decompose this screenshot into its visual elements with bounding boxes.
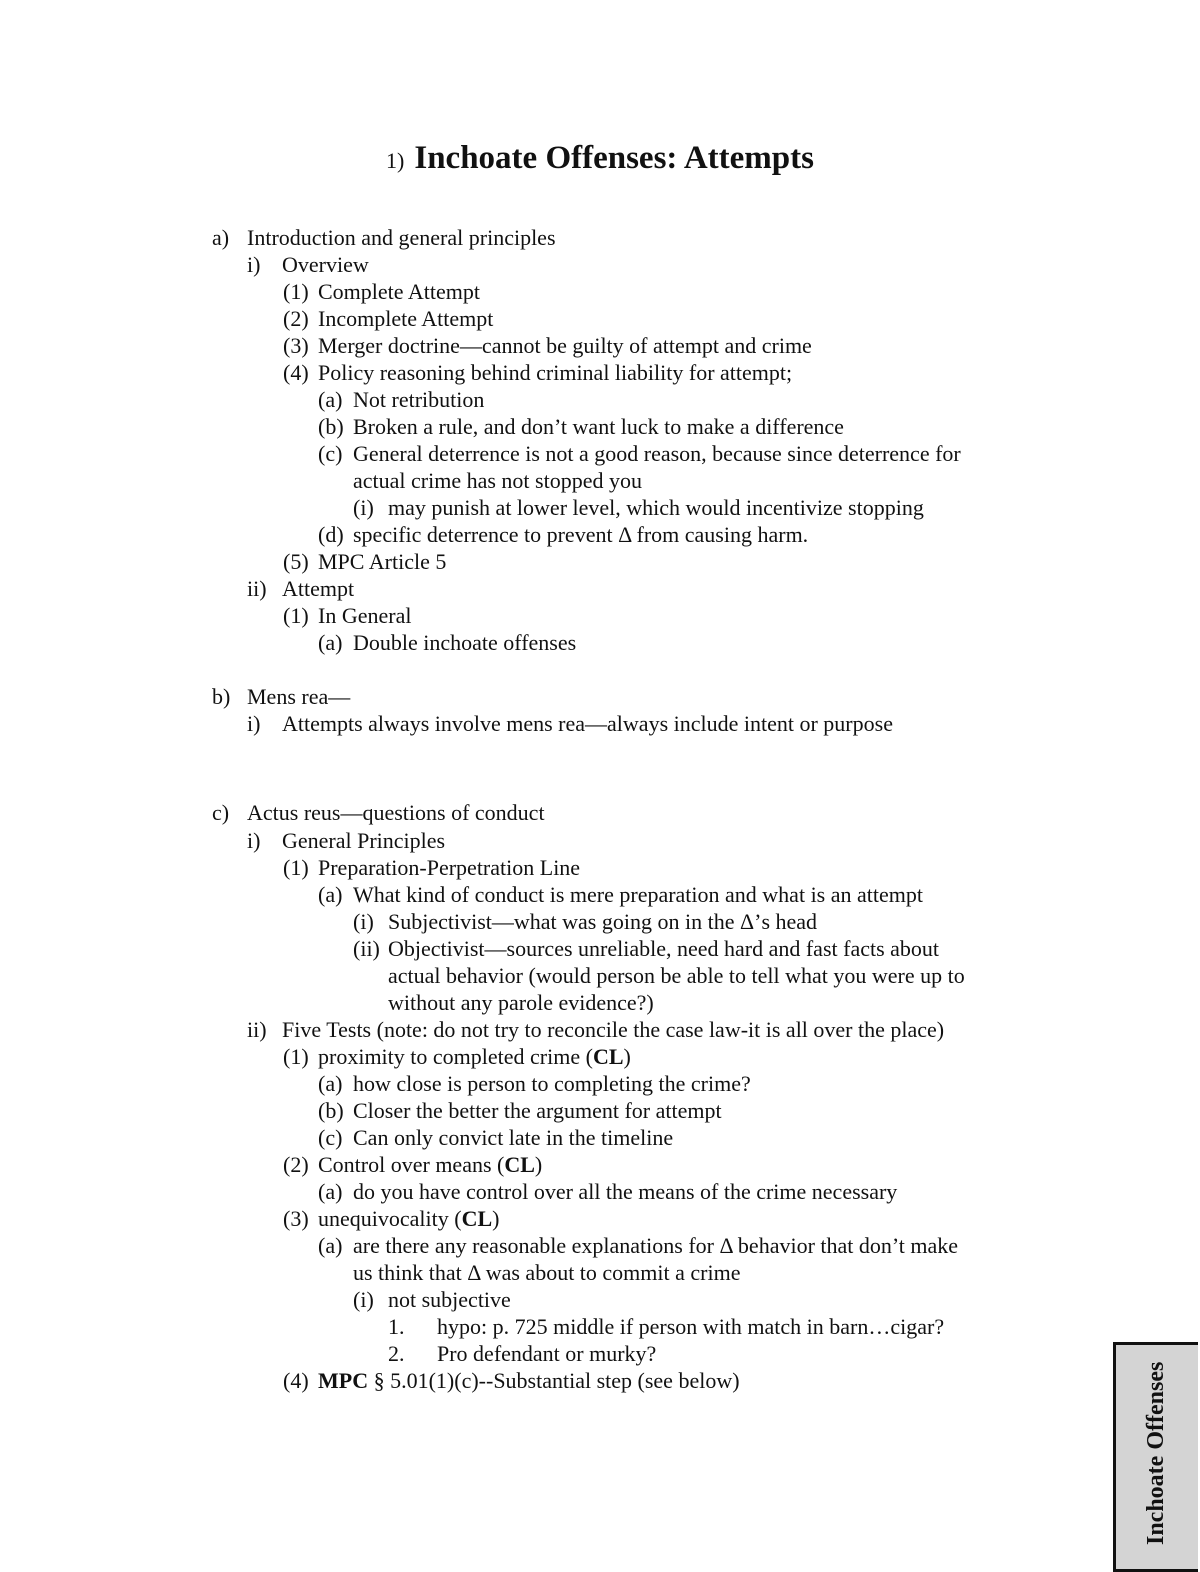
outline-item-label: (c) (318, 441, 343, 466)
outline-item-label: (a) (318, 387, 343, 412)
outline-item-label: (3) (283, 333, 309, 358)
outline-item-label: (4) (283, 1368, 309, 1393)
outline-item-text-bold: CL (461, 1206, 493, 1231)
page-title (0, 140, 1200, 177)
outline-item-label: (i) (353, 909, 374, 934)
outline-item-label: (a) (318, 630, 343, 655)
outline-item-label: (b) (318, 1098, 344, 1123)
outline-item-label: (a) (318, 1179, 343, 1204)
outline-item-label: (1) (283, 855, 309, 880)
outline-item-label: (5) (283, 549, 309, 574)
outline-item-text: actual crime has not stopped you (353, 468, 642, 493)
outline-item-text-bold: MPC (318, 1368, 369, 1393)
side-tab (1113, 1342, 1198, 1572)
outline-item-text: Complete Attempt (318, 279, 480, 304)
outline-item-text: Closer the better the argument for attempt (353, 1098, 722, 1123)
outline-item-label: (3) (283, 1206, 309, 1231)
outline-item-text-bold: CL (504, 1152, 535, 1177)
outline-item-text: are there any reasonable explanations for Δ behavior that don’t make (353, 1233, 959, 1258)
outline-item-text-post: ) (492, 1206, 500, 1231)
outline-item-text-post: ) (623, 1044, 631, 1069)
outline-item-text: In General (318, 603, 412, 628)
outline-item-text: Subjectivist—what was going on in the Δ’s head (388, 909, 818, 934)
outline-item-text: Objectivist—sources unreliable, need hard and fast facts about (388, 936, 940, 961)
outline-item-text: hypo: p. 725 middle if person with match in barn…cigar? (437, 1314, 945, 1339)
outline-item-text: actual behavior (would person be able to tell what you were up to (388, 963, 965, 988)
outline-item-text: Introduction and general principles (247, 225, 556, 250)
outline-item-label: (d) (318, 522, 344, 547)
outline-item-label: (1) (283, 603, 309, 628)
outline-item-text: Attempts always involve mens rea—always include intent or purpose (282, 711, 893, 736)
outline-item-text: Double inchoate offenses (353, 630, 577, 655)
outline-item-text: Can only convict late in the timeline (353, 1125, 674, 1150)
outline-item-label: (a) (318, 882, 343, 907)
outline-item-text-bold: CL (592, 1044, 624, 1069)
outline-item-text: Pro defendant or murky? (437, 1341, 657, 1366)
outline-item-label: (1) (283, 279, 309, 304)
outline-item-text: Preparation-Perpetration Line (318, 855, 581, 880)
outline-item-label: i) (247, 828, 261, 853)
outline-item-text: without any parole evidence?) (388, 990, 654, 1015)
outline-item-text: us think that Δ was about to commit a crime (353, 1260, 741, 1285)
outline-item-label: i) (247, 711, 261, 736)
outline-item-text: do you have control over all the means of the crime necessary (353, 1179, 898, 1204)
outline-item-text: Broken a rule, and don’t want luck to make a difference (353, 414, 844, 439)
outline-item-label: 2. (388, 1341, 405, 1366)
outline-item-text-pre: unequivocality ( (318, 1206, 462, 1231)
outline-item-text: Policy reasoning behind criminal liability for attempt; (318, 360, 793, 385)
outline-item-label: (1) (283, 1044, 309, 1069)
outline-item-text: Not retribution (353, 387, 485, 412)
outline-item-text: how close is person to completing the crime? (353, 1071, 751, 1096)
outline-item-text-post: § 5.01(1)(c)--Substantial step (see below) (368, 1368, 740, 1393)
outline-item-text: Mens rea— (247, 684, 351, 709)
outline-item-text-post: ) (534, 1152, 543, 1177)
outline-item-text-pre: proximity to completed crime ( (318, 1044, 593, 1069)
outline-item-label: 1. (388, 1314, 405, 1339)
outline-item-label: (4) (283, 360, 309, 385)
outline-item-label: (2) (283, 306, 309, 331)
outline-item-label: a) (212, 225, 230, 250)
outline-item-text: Merger doctrine—cannot be guilty of attempt and crime (318, 333, 812, 358)
outline-item-text (318, 1043, 631, 1070)
outline-item-text: General deterrence is not a good reason, because since deterrence for (353, 441, 961, 466)
outline-item-text: General Principles (282, 828, 446, 853)
outline-item-label: i) (247, 252, 261, 277)
outline-item-label: (a) (318, 1233, 343, 1258)
outline-item-text: Actus reus—questions of conduct (247, 800, 545, 825)
outline-item-label: (2) (283, 1152, 309, 1177)
outline-item-label: (c) (318, 1125, 343, 1150)
outline-item-text: Overview (282, 252, 369, 277)
outline-item-text (318, 1205, 499, 1232)
outline-item-text (318, 1367, 740, 1394)
side-tab-label: Inchoate Offenses (1143, 1361, 1169, 1545)
outline-item-label: ii) (247, 576, 267, 601)
outline-item-text: Attempt (282, 576, 355, 601)
title-text: Inchoate Offenses: Attempts (414, 140, 814, 176)
outline-item-text: Incomplete Attempt (318, 306, 494, 331)
outline-item-text-pre: Control over means ( (318, 1152, 505, 1177)
outline-item-label: (i) (353, 495, 374, 520)
outline-item-label: (ii) (353, 936, 380, 961)
outline-item-label: (b) (318, 414, 344, 439)
outline-item-text: may punish at lower level, which would incentivize stopping (388, 495, 924, 520)
outline-item-text: MPC Article 5 (318, 549, 447, 574)
outline-item-label: (a) (318, 1071, 343, 1096)
title-number: 1) (386, 148, 405, 173)
outline-item-text: What kind of conduct is mere preparation and what is an attempt (353, 882, 923, 907)
outline-item-label: (i) (353, 1287, 374, 1312)
outline-item-label: ii) (247, 1017, 267, 1042)
outline-item-text: specific deterrence to prevent Δ from causing harm. (353, 522, 809, 547)
outline-item-label: c) (212, 800, 230, 825)
outline-item-text: Five Tests (note: do not try to reconcile the case law-it is all over the place) (282, 1017, 945, 1042)
outline-item-text: not subjective (388, 1287, 511, 1312)
outline-item-text (318, 1151, 542, 1178)
outline-item-label: b) (212, 684, 231, 709)
